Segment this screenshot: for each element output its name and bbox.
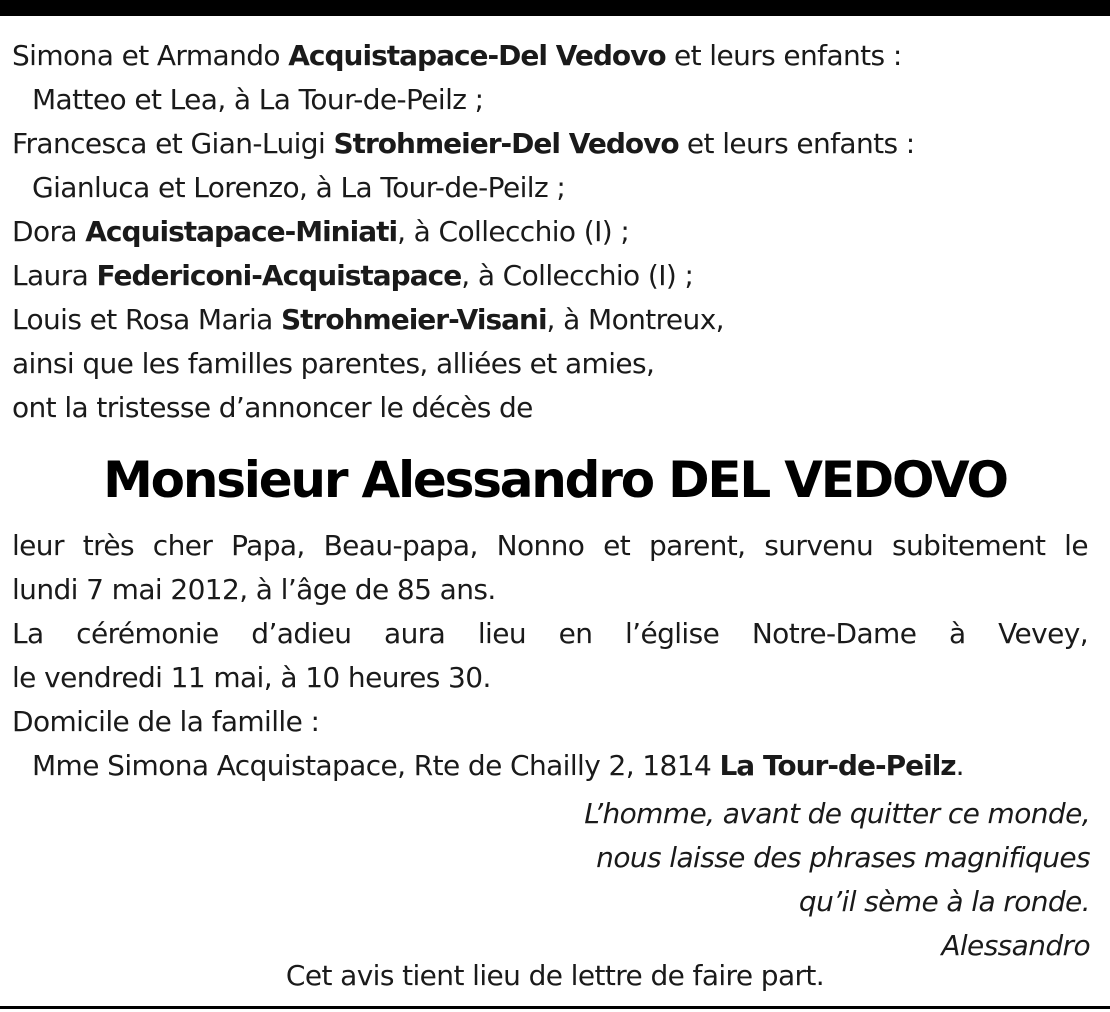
family-surname: Federiconi-Acquistapace <box>96 259 462 292</box>
announcement-line: ont la tristesse d’annoncer le décès de <box>12 391 533 424</box>
family-surname: Strohmeier-Del Vedovo <box>333 127 679 160</box>
relatives-line: ainsi que les familles parentes, alliées et amies, <box>12 347 655 380</box>
ceremony-line: La cérémonie d’adieu aura lieu en l’église Notre-Dame à Vevey, <box>12 617 1088 650</box>
memorial-quote <box>584 792 1090 968</box>
quote-line: qu’il sème à la ronde. <box>798 885 1090 918</box>
top-border-rule <box>0 0 1110 16</box>
family-line: Louis et Rosa Maria Strohmeier-Visani, à Montreux, <box>12 303 724 336</box>
children-line: Gianluca et Lorenzo, à La Tour-de-Peilz ; <box>32 171 566 204</box>
family-surname: Acquistapace-Del Vedovo <box>288 39 666 72</box>
family-line: Francesca et Gian-Luigi Strohmeier-Del Vedovo et leurs enfants : <box>12 127 915 160</box>
deceased-name: Monsieur Alessandro DEL VEDOVO <box>103 451 1007 509</box>
quote-line: nous laisse des phrases magnifiques <box>596 841 1090 874</box>
family-line: Simona et Armando Acquistapace-Del Vedovo et leurs enfants : <box>12 39 902 72</box>
family-line: Laura Federiconi-Acquistapace, à Collecchio (I) ; <box>12 259 694 292</box>
family-surname: Strohmeier-Visani <box>281 303 547 336</box>
ceremony-date-line: le vendredi 11 mai, à 10 heures 30. <box>12 661 491 694</box>
death-details <box>12 524 1088 788</box>
family-list <box>12 34 1088 430</box>
details-line: leur très cher Papa, Beau-papa, Nonno et parent, survenu subitement le <box>12 529 1088 562</box>
quote-author: Alessandro <box>941 929 1090 962</box>
details-line: lundi 7 mai 2012, à l’âge de 85 ans. <box>12 573 496 606</box>
quote-line: L’homme, avant de quitter ce monde, <box>584 797 1090 830</box>
family-line: Dora Acquistapace-Miniati, à Collecchio (I) ; <box>12 215 630 248</box>
children-line: Matteo et Lea, à La Tour-de-Peilz ; <box>32 83 484 116</box>
bottom-border-rule <box>0 1006 1110 1009</box>
domicile-town: La Tour-de-Peilz <box>719 749 956 782</box>
domicile-label: Domicile de la famille : <box>12 705 320 738</box>
domicile-address: Mme Simona Acquistapace, Rte de Chailly 2, 1814 La Tour-de-Peilz. <box>32 749 964 782</box>
family-surname: Acquistapace-Miniati <box>85 215 398 248</box>
closing-note: Cet avis tient lieu de lettre de faire part. <box>285 959 825 992</box>
